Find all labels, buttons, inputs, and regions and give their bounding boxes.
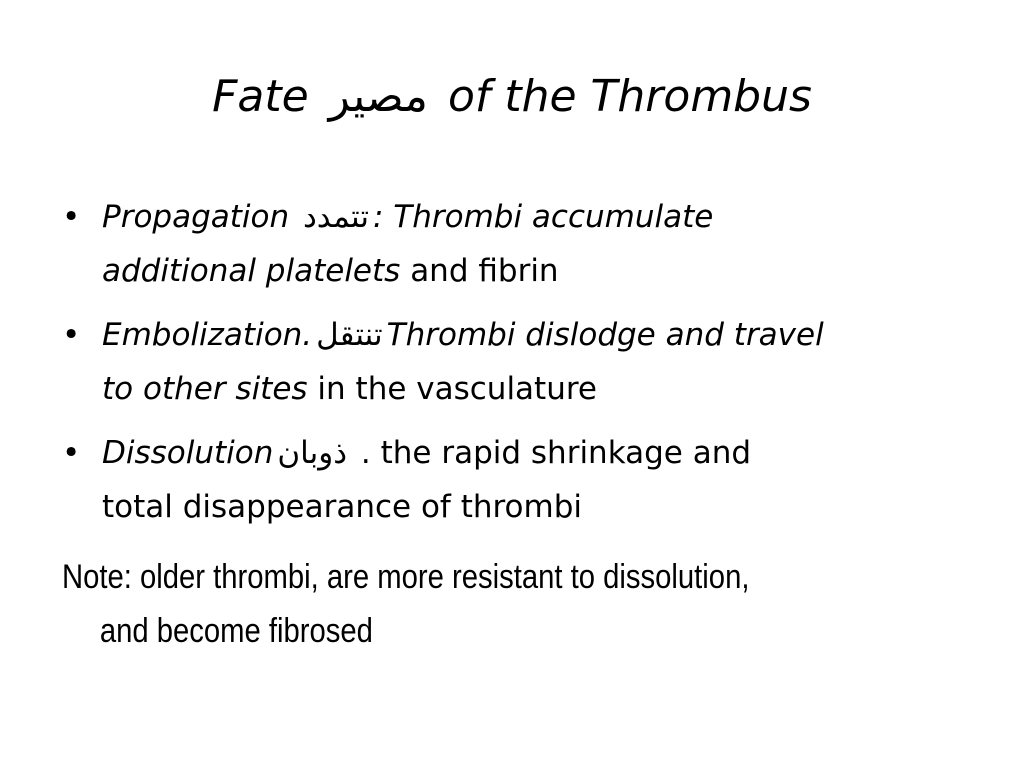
bullet-line: [102, 480, 962, 534]
note-line-1: Note: older thrombi, are more resistant to dissolution,: [62, 558, 750, 596]
bullet-separator: :: [372, 199, 384, 235]
bullet-desc-italic: Thrombi accumulate: [393, 199, 714, 235]
bullet-desc-normal: and fibrin: [410, 253, 559, 289]
bullet-dissolution: [62, 426, 962, 534]
bullet-desc-italic: additional platelets: [102, 253, 401, 289]
bullet-arabic: ذوبان: [277, 435, 348, 471]
bullet-desc-normal: in the vasculature: [317, 371, 597, 407]
bullet-separator: .: [360, 435, 371, 471]
slide-title: [0, 66, 1024, 128]
title-prefix: Fate: [212, 71, 309, 122]
note: [62, 550, 853, 658]
bullet-term: Embolization.: [102, 317, 313, 353]
bullet-arabic: تتمدد: [303, 199, 369, 235]
bullet-marker: •: [62, 435, 81, 471]
note-line-2: and become fibrosed: [99, 612, 373, 650]
bullet-desc-italic: to other sites: [102, 371, 308, 407]
bullet-line: [102, 190, 962, 244]
title-arabic: مصير: [328, 71, 428, 122]
bullet-term: Propagation: [102, 199, 290, 235]
bullet-line: [102, 426, 962, 480]
bullet-line: [102, 362, 962, 416]
bullet-arabic: تنتقل: [316, 317, 383, 353]
bullet-propagation: [62, 190, 962, 298]
bullet-marker: •: [62, 317, 81, 353]
bullet-desc-normal: the rapid shrinkage and: [380, 435, 752, 471]
bullet-line: [102, 308, 962, 362]
bullet-list: [62, 190, 962, 544]
bullet-term: Dissolution: [102, 435, 274, 471]
bullet-embolization: [62, 308, 962, 416]
bullet-line: [102, 244, 962, 298]
bullet-desc-normal: total disappearance of thrombi: [102, 489, 583, 525]
title-suffix: of the Thrombus: [447, 71, 812, 122]
bullet-marker: •: [62, 199, 81, 235]
bullet-desc-italic: Thrombi dislodge and travel: [386, 317, 824, 353]
